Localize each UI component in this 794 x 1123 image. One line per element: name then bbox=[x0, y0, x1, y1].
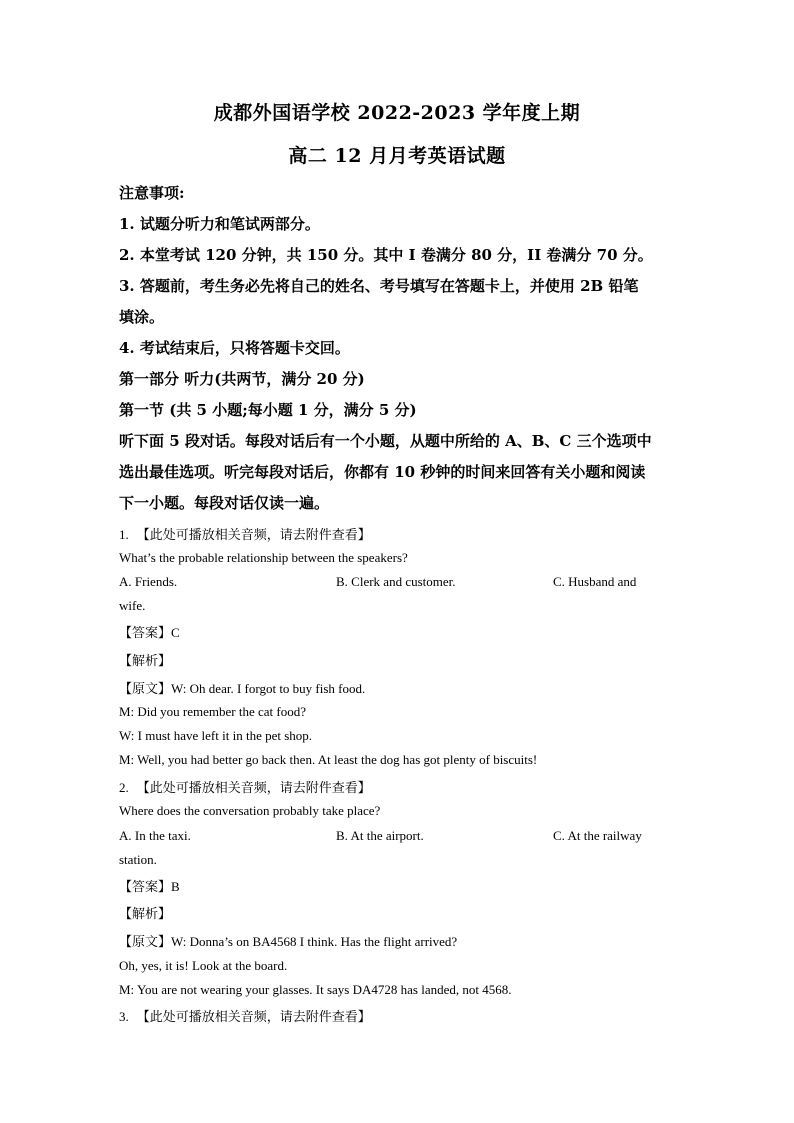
option-b: B. At the airport. bbox=[336, 828, 424, 843]
transcript-line: W: I must have left it in the pet shop. bbox=[119, 728, 313, 743]
option-a: A. Friends. bbox=[119, 574, 178, 589]
answer-label: 【答案】 bbox=[119, 880, 172, 895]
section-heading: 第一节 (共 5 小题;每小题 1 分，满分 5 分) bbox=[119, 401, 417, 419]
instructions-line: 选出最佳选项。听完每段对话后，你都有 10 秒钟的时间来回答有关小题和阅读 bbox=[119, 463, 646, 481]
question-number: 2. bbox=[119, 780, 129, 795]
option-c-continued: wife. bbox=[119, 598, 146, 613]
note-item: 1. 试题分听力和笔试两部分。 bbox=[119, 215, 320, 233]
audio-note[interactable]: 【此处可播放相关音频，请去附件查看】 bbox=[136, 781, 371, 796]
note-item: 2. 本堂考试 120 分钟，共 150 分。其中 I 卷满分 80 分，II 卷满分 70 分。 bbox=[119, 246, 653, 264]
audio-note[interactable]: 【此处可播放相关音频，请去附件查看】 bbox=[136, 1010, 371, 1025]
instructions-line: 听下面 5 段对话。每段对话后有一个小题，从题中所给的 A、B、C 三个选项中 bbox=[119, 432, 652, 450]
transcript-line: 【原文】W: Oh dear. I forgot to buy fish food. bbox=[119, 681, 366, 697]
option-a: A. In the taxi. bbox=[119, 828, 191, 843]
answer-line bbox=[119, 876, 180, 895]
exam-subtitle: 高二 12 月月考英语试题 bbox=[288, 145, 506, 167]
note-item: 3. 答题前，考生务必先将自己的姓名、考号填写在答题卡上，并使用 2B 铅笔 bbox=[119, 277, 639, 295]
transcript-line: M: Did you remember the cat food? bbox=[119, 704, 306, 719]
transcript-line: M: You are not wearing your glasses. It says DA4728 has landed, not 4568. bbox=[119, 982, 512, 997]
audio-note[interactable]: 【此处可播放相关音频，请去附件查看】 bbox=[136, 528, 371, 543]
question-text: What’s the probable relationship between the speakers? bbox=[119, 550, 408, 565]
analysis-label: 【解析】 bbox=[119, 907, 172, 922]
option-c: C. At the railway bbox=[553, 828, 642, 843]
question-header bbox=[119, 777, 371, 796]
part-heading: 第一部分 听力(共两节，满分 20 分) bbox=[119, 370, 365, 388]
option-c-continued: station. bbox=[119, 852, 157, 867]
answer-value: C bbox=[171, 625, 180, 640]
answer-value: B bbox=[171, 879, 180, 894]
note-item: 4. 考试结束后，只将答题卡交回。 bbox=[119, 339, 350, 357]
question-text: Where does the conversation probably take place? bbox=[119, 803, 381, 818]
question-number: 3. bbox=[119, 1009, 129, 1024]
answer-line bbox=[119, 622, 180, 641]
question-header bbox=[119, 524, 371, 543]
transcript-label: 【原文】 bbox=[119, 935, 172, 950]
transcript-line: 【原文】W: Donna’s on BA4568 I think. Has the flight arrived? bbox=[119, 934, 458, 950]
question-header bbox=[119, 1006, 371, 1025]
exam-title: 成都外国语学校 2022-2023 学年度上期 bbox=[213, 102, 581, 124]
analysis-label: 【解析】 bbox=[119, 654, 172, 669]
answer-label: 【答案】 bbox=[119, 626, 172, 641]
transcript-line: Oh, yes, it is! Look at the board. bbox=[119, 958, 288, 973]
transcript-line: M: Well, you had better go back then. At least the dog has got plenty of biscuits! bbox=[119, 752, 538, 767]
notes-heading: 注意事项: bbox=[119, 184, 185, 202]
note-item: 填涂。 bbox=[119, 308, 165, 326]
option-b: B. Clerk and customer. bbox=[336, 574, 456, 589]
question-number: 1. bbox=[119, 527, 129, 542]
option-c: C. Husband and bbox=[553, 574, 637, 589]
instructions-line: 下一小题。每段对话仅读一遍。 bbox=[119, 494, 330, 512]
transcript-label: 【原文】 bbox=[119, 682, 172, 697]
